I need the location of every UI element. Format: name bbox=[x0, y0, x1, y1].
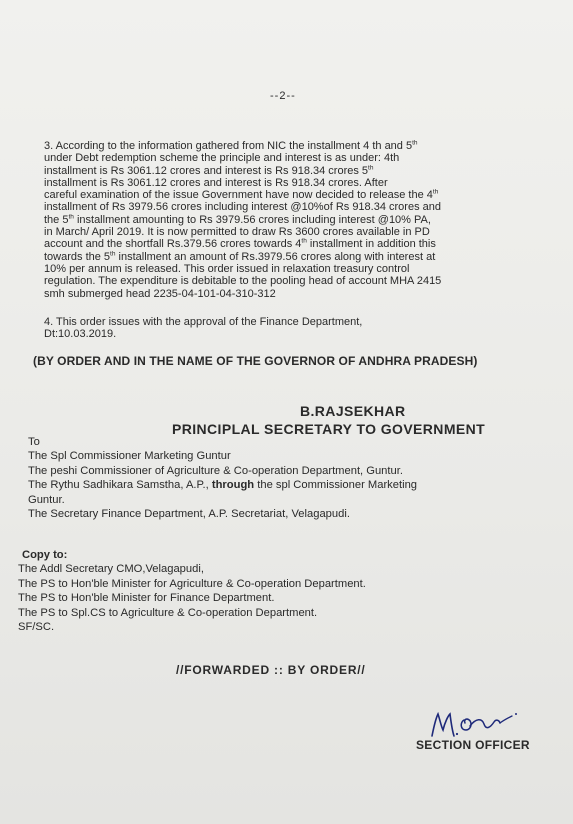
recipient bbox=[28, 478, 417, 492]
section-officer: SECTION OFFICER bbox=[416, 738, 530, 752]
recipient: The Secretary Finance Department, A.P. Secretariat, Velagapudi. bbox=[28, 508, 350, 521]
superscript: th bbox=[432, 188, 439, 196]
signatory-title: PRINCIPLAL SECRETARY TO GOVERNMENT bbox=[172, 421, 486, 437]
para3-line-text: installment in addition this bbox=[306, 238, 436, 251]
superscript: th bbox=[368, 163, 374, 171]
para3-line bbox=[44, 214, 441, 226]
para3-line bbox=[44, 251, 441, 263]
para3-line-text: installment amounting to Rs 3979.56 crores including interest @10% PA, bbox=[73, 213, 431, 226]
para3-line: in March/ April 2019. It is now permitted to draw Rs 3600 crores available in PD bbox=[44, 226, 430, 239]
para3-line bbox=[44, 140, 441, 152]
para3-line: 10% per annum is released. This order issued in relaxation treasury control bbox=[44, 262, 410, 275]
recipient: Guntur. bbox=[28, 493, 65, 506]
para3-line bbox=[44, 165, 441, 177]
copy-to-label: Copy to: bbox=[22, 549, 68, 561]
para3-line-text: installment an amount of Rs.3979.56 crores along with interest at bbox=[115, 250, 436, 263]
order-line: (BY ORDER AND IN THE NAME OF THE GOVERNOR OF ANDHRA PRADESH) bbox=[33, 354, 478, 368]
para4-line: Dt:10.03.2019. bbox=[44, 328, 117, 341]
paragraph-4 bbox=[44, 316, 362, 341]
superscript: th bbox=[110, 250, 116, 258]
signatory-name: B.RAJSEKHAR bbox=[300, 403, 406, 419]
para3-line-text: towards the 5 bbox=[44, 250, 111, 263]
forwarded-line: //FORWARDED :: BY ORDER// bbox=[176, 663, 366, 677]
through-word: through bbox=[211, 479, 255, 492]
copy-to-block bbox=[18, 548, 366, 634]
superscript: th bbox=[412, 139, 418, 147]
to-block bbox=[28, 435, 417, 521]
para3-line-text: 3. According to the information gathered from NIC the installment 4 th and 5 bbox=[44, 140, 413, 152]
copy-recipient: SF/SC. bbox=[18, 621, 55, 634]
copy-recipient: The PS to Spl.CS to Agriculture & Co-operation Department. bbox=[18, 606, 318, 619]
para3-line-text: the 5 bbox=[44, 213, 69, 226]
page-number: --2-- bbox=[270, 90, 296, 102]
superscript: th bbox=[68, 213, 74, 221]
para3-line-text: account and the shortfall Rs.379.56 crores towards 4 bbox=[44, 238, 302, 251]
para3-line: smh submerged head 2235-04-101-04-310-312 bbox=[44, 287, 276, 300]
superscript: th bbox=[301, 237, 307, 245]
para3-line: installment is Rs 3061.12 crores and interest is Rs 918.34 crores. After bbox=[44, 176, 388, 189]
para3-line-text: installment is Rs 3061.12 crores and interest is Rs 918.34 crores 5 bbox=[44, 164, 369, 177]
to-label: To bbox=[28, 436, 40, 448]
para3-line bbox=[44, 238, 441, 250]
copy-recipient: The Addl Secretary CMO,Velagapudi, bbox=[18, 563, 204, 576]
recipient-text: the spl Commissioner Marketing bbox=[254, 479, 418, 492]
recipient: The Spl Commissioner Marketing Guntur bbox=[28, 450, 231, 463]
para3-line bbox=[44, 189, 441, 201]
paragraph-3 bbox=[44, 140, 441, 300]
para3-line: installment of Rs 3979.56 crores including interest @10%of Rs 918.34 crores and bbox=[44, 201, 441, 214]
para4-line: 4. This order issues with the approval of the Finance Department, bbox=[44, 316, 363, 328]
recipient-text: The Rythu Sadhikara Samstha, A.P., bbox=[28, 479, 209, 492]
copy-recipient: The PS to Hon'ble Minister for Finance Department. bbox=[18, 592, 275, 605]
handwritten-signature bbox=[424, 708, 524, 742]
para3-line: under Debt redemption scheme the principle and interest is as under: 4th bbox=[44, 152, 400, 165]
para3-line: regulation. The expenditure is debitable to the pooling head of account MHA 2415 bbox=[44, 275, 442, 288]
recipient: The peshi Commissioner of Agriculture & Co-operation Department, Guntur. bbox=[28, 464, 403, 477]
para3-line-text: careful examination of the issue Government have now decided to release the 4 bbox=[44, 189, 433, 202]
copy-recipient: The PS to Hon'ble Minister for Agriculture & Co-operation Department. bbox=[18, 577, 366, 590]
